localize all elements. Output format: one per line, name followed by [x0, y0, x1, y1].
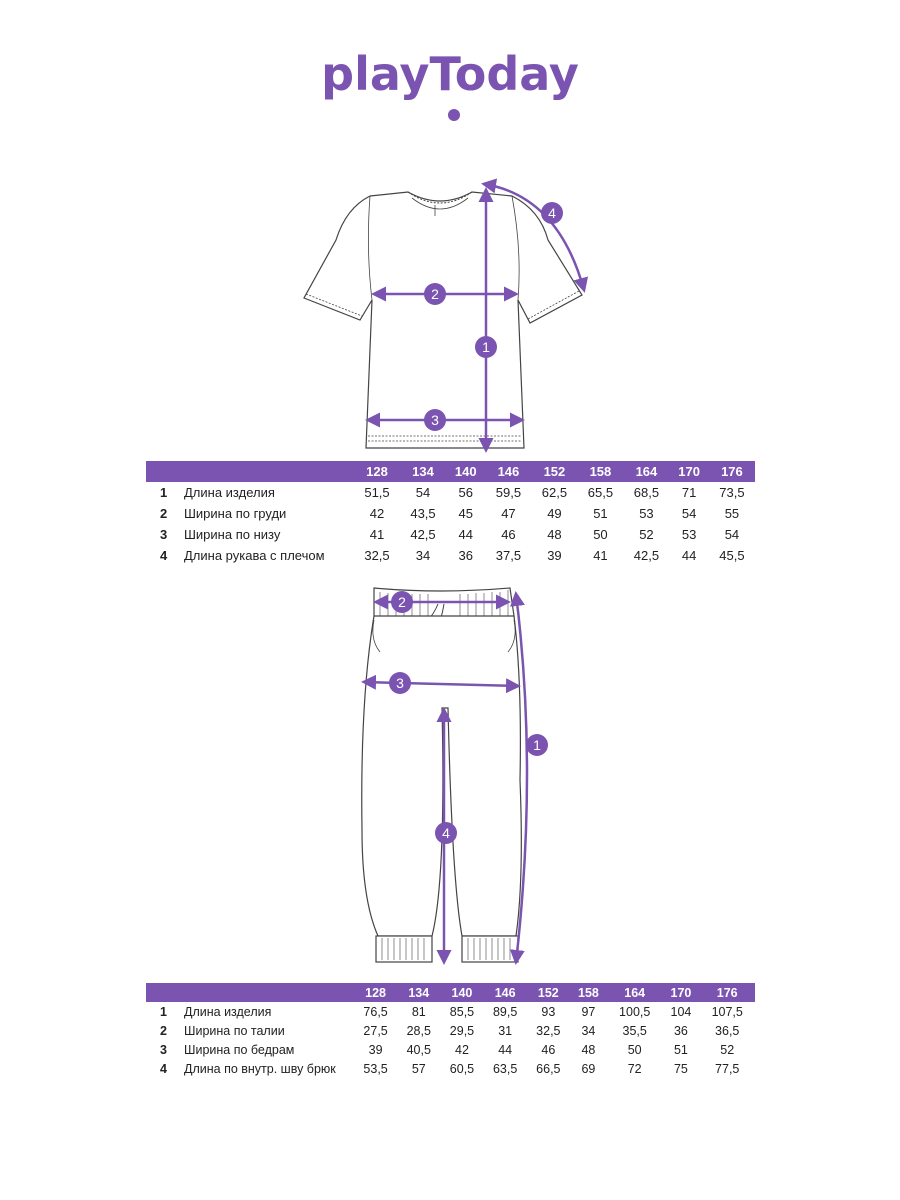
size-value: 60,5: [449, 1061, 475, 1076]
row-label: Ширина по бедрам: [184, 1042, 295, 1057]
size-value: 52: [720, 1042, 735, 1057]
size-value: 41: [593, 548, 608, 563]
size-value: 39: [547, 548, 562, 563]
size-header: 134: [397, 983, 440, 1002]
size-header: 176: [699, 983, 755, 1002]
size-header: 176: [709, 461, 755, 482]
size-value: 76,5: [363, 1004, 388, 1019]
size-value: 51,5: [364, 485, 390, 500]
size-value: 97: [581, 1004, 596, 1019]
pants-outline: [362, 616, 522, 936]
row-label: Ширина по талии: [184, 1023, 285, 1038]
size-header: 170: [662, 983, 699, 1002]
size-header: 152: [531, 461, 577, 482]
marker-2-badge: [391, 591, 413, 613]
row-label: Длина изделия: [184, 1004, 272, 1019]
table-row: [146, 524, 755, 545]
table-header-row: [146, 461, 755, 482]
size-value: 66,5: [536, 1061, 561, 1076]
size-value: 85,5: [449, 1004, 475, 1019]
header-blank-cell: [146, 461, 184, 482]
svg-text:1: 1: [533, 737, 541, 753]
brand-logo: [0, 48, 900, 128]
size-value: 53: [639, 506, 654, 521]
row-label: Длина рукава с плечом: [184, 548, 325, 563]
size-value: 42: [455, 1042, 469, 1057]
size-value: 47: [501, 506, 516, 521]
size-value: 65,5: [587, 485, 614, 500]
svg-text:1: 1: [482, 339, 490, 355]
size-header: 146: [484, 983, 527, 1002]
size-header: 128: [354, 983, 397, 1002]
size-value: 35,5: [622, 1023, 647, 1038]
logo-dot-icon: [448, 109, 460, 121]
size-value: 73,5: [719, 485, 745, 500]
size-header: 158: [570, 983, 607, 1002]
size-value: 37,5: [495, 548, 522, 563]
row-label: Длина по внутр. шву брюк: [184, 1061, 336, 1076]
pants-size-table: [146, 983, 755, 1078]
right-cuff: [462, 936, 518, 962]
size-header: 158: [577, 461, 623, 482]
marker-1-badge: [526, 734, 548, 756]
row-number: 2: [160, 506, 168, 521]
size-value: 42: [369, 506, 385, 521]
size-header: 128: [354, 461, 400, 482]
tshirt-size-table: [146, 461, 755, 566]
size-value: 55: [724, 506, 740, 521]
row-label: Ширина по груди: [184, 506, 287, 521]
marker-2-badge: [424, 283, 446, 305]
size-value: 42,5: [633, 548, 660, 563]
svg-text:2: 2: [398, 594, 406, 610]
pants-sketch: [340, 580, 570, 970]
size-value: 36,5: [715, 1023, 740, 1038]
marker-3-badge: [389, 672, 411, 694]
size-value: 49: [547, 506, 562, 521]
table-row: [146, 1002, 755, 1021]
size-value: 57: [411, 1061, 426, 1076]
svg-text:4: 4: [442, 825, 450, 841]
table-header-row: [146, 983, 755, 1002]
size-value: 59,5: [495, 485, 522, 500]
size-value: 48: [547, 527, 562, 542]
size-value: 42,5: [410, 527, 436, 542]
size-value: 54: [724, 527, 740, 542]
size-value: 93: [541, 1004, 556, 1019]
size-value: 28,5: [406, 1023, 431, 1038]
svg-text:4: 4: [548, 205, 556, 221]
size-value: 51: [593, 506, 608, 521]
size-value: 81: [411, 1004, 426, 1019]
size-value: 46: [541, 1042, 556, 1057]
size-value: 39: [368, 1042, 383, 1057]
row-label: Ширина по низу: [184, 527, 281, 542]
size-value: 53,5: [363, 1061, 388, 1076]
header-blank-cell: [146, 983, 184, 1002]
brand-logo-mark: [320, 48, 580, 128]
size-value: 45: [458, 506, 473, 521]
row-number: 1: [160, 485, 168, 500]
marker-1-badge: [475, 336, 497, 358]
header-blank-cell: [184, 983, 354, 1002]
header-blank-cell: [184, 461, 354, 482]
size-value: 54: [415, 485, 431, 500]
size-header: 152: [527, 983, 570, 1002]
size-value: 71: [681, 485, 697, 500]
row-number: 4: [160, 548, 168, 563]
size-header: 140: [446, 461, 485, 482]
table-row: [146, 482, 755, 503]
size-value: 100,5: [619, 1004, 651, 1019]
size-value: 44: [458, 527, 473, 542]
table-row: [146, 1059, 755, 1078]
size-value: 40,5: [406, 1042, 431, 1057]
size-value: 75: [673, 1061, 688, 1076]
size-value: 45,5: [719, 548, 745, 563]
size-value: 107,5: [711, 1004, 743, 1019]
size-header: 170: [669, 461, 708, 482]
size-value: 29,5: [449, 1023, 475, 1038]
size-value: 32,5: [536, 1023, 561, 1038]
table-row: [146, 503, 755, 524]
size-header: 146: [485, 461, 531, 482]
size-value: 77,5: [715, 1061, 740, 1076]
marker-3-badge: [424, 409, 446, 431]
size-header: 140: [440, 983, 483, 1002]
size-value: 89,5: [492, 1004, 518, 1019]
row-number: 4: [160, 1061, 167, 1076]
size-value: 104: [670, 1004, 692, 1019]
row-number: 3: [160, 527, 168, 542]
size-value: 34: [581, 1023, 596, 1038]
size-value: 44: [498, 1042, 513, 1057]
brand-logo-text: playToday: [321, 48, 579, 101]
size-header: 134: [400, 461, 446, 482]
size-header: 164: [607, 983, 663, 1002]
size-value: 32,5: [364, 548, 390, 563]
row-label: Длина изделия: [184, 485, 275, 500]
size-value: 34: [415, 548, 431, 563]
tshirt-sketch: [290, 170, 600, 455]
marker-4-badge: [541, 202, 563, 224]
size-value: 27,5: [363, 1023, 388, 1038]
svg-text:3: 3: [396, 675, 404, 691]
size-value: 31: [498, 1023, 513, 1038]
row-number: 3: [160, 1042, 167, 1057]
tshirt-outline: [304, 192, 582, 448]
size-value: 52: [639, 527, 654, 542]
size-value: 44: [681, 548, 697, 563]
size-value: 43,5: [410, 506, 436, 521]
size-value: 63,5: [492, 1061, 518, 1076]
size-value: 36: [458, 548, 473, 563]
table-row: [146, 1021, 755, 1040]
row-number: 2: [160, 1023, 167, 1038]
table-row: [146, 1040, 755, 1059]
size-header: 164: [623, 461, 669, 482]
size-value: 50: [593, 527, 608, 542]
left-cuff: [376, 936, 432, 962]
size-value: 56: [458, 485, 473, 500]
size-value: 69: [581, 1061, 596, 1076]
size-value: 46: [501, 527, 516, 542]
size-value: 72: [627, 1061, 642, 1076]
row-number: 1: [160, 1004, 167, 1019]
size-value: 50: [627, 1042, 642, 1057]
size-value: 36: [673, 1023, 688, 1038]
svg-text:3: 3: [431, 412, 439, 428]
marker-4-badge: [435, 822, 457, 844]
size-value: 54: [681, 506, 697, 521]
size-value: 53: [681, 527, 697, 542]
size-value: 41: [369, 527, 385, 542]
size-value: 48: [581, 1042, 596, 1057]
size-value: 62,5: [541, 485, 568, 500]
size-value: 68,5: [633, 485, 660, 500]
size-value: 51: [673, 1042, 688, 1057]
table-row: [146, 545, 755, 566]
svg-text:2: 2: [431, 286, 439, 302]
